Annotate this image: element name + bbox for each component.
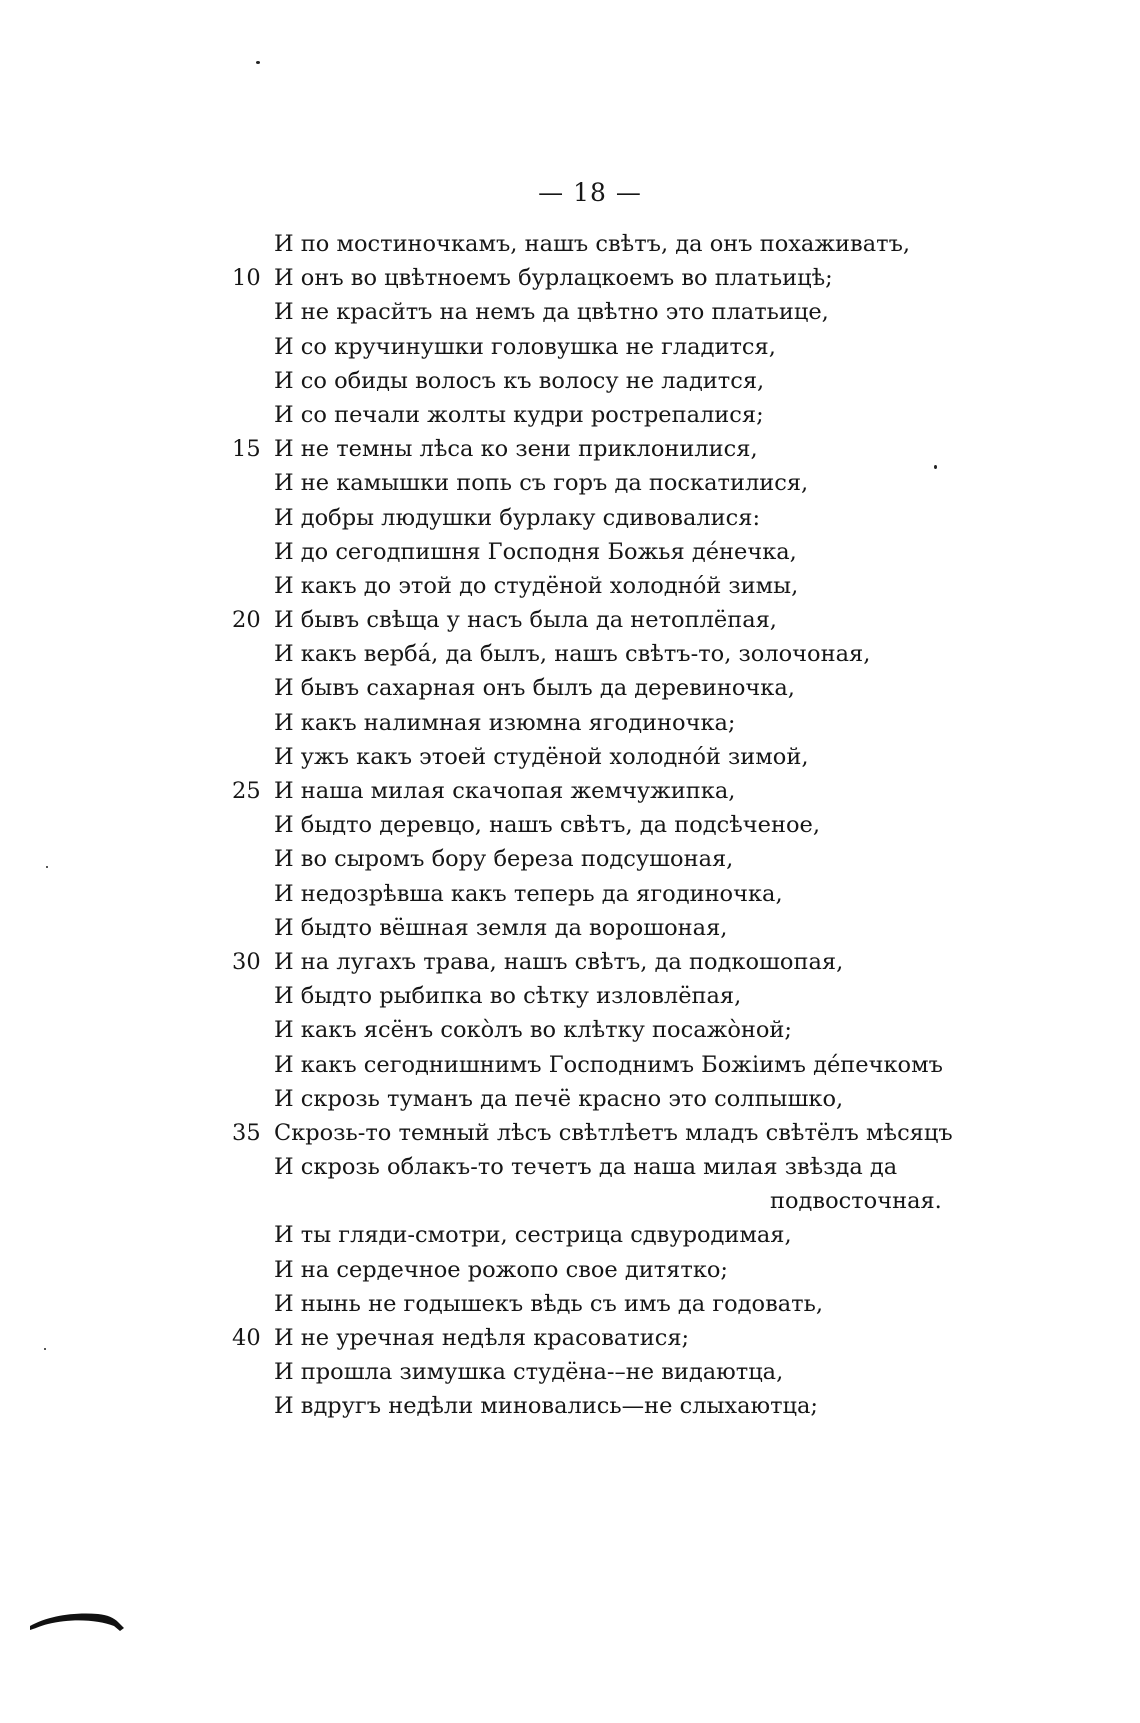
line-number: 25 [232, 778, 261, 804]
poem-line [0, 501, 1140, 535]
page-number: — 18 — [538, 178, 642, 207]
ink-smudge-mark [28, 1598, 138, 1638]
line-number: 40 [232, 1325, 261, 1351]
line-text: И на лугахъ трава, нашъ свѣтъ, да подкошопая, [274, 948, 844, 975]
line-text: И добры людушки бурлаку сдивовалися: [274, 504, 761, 531]
poem-line [0, 330, 1140, 364]
poem-line [0, 911, 1140, 945]
poem-line [0, 877, 1140, 911]
line-text: И ты гляди-смотри, сестрица сдвуродимая, [274, 1222, 792, 1249]
poem-line [0, 979, 1140, 1013]
line-text: И не уречная недѣля красоватися; [274, 1325, 690, 1351]
line-text: И недозрѣвша какъ теперь да ягодиночка, [274, 880, 783, 907]
poem-line [0, 261, 1140, 295]
line-text: Скрозь-то темный лѣсъ свѣтлѣетъ младъ свѣтёлъ мѣсяцъ [274, 1119, 953, 1146]
line-text: И на сердечное рожопо свое дитятко; [274, 1256, 729, 1283]
poem-line [0, 637, 1140, 671]
scan-speck-top [256, 61, 260, 64]
poem-line [0, 706, 1140, 740]
line-text: И бывъ сахарная онъ былъ да деревиночка, [274, 675, 795, 702]
poem-line [0, 808, 1140, 842]
line-text: И по мостиночкамъ, нашъ свѣтъ, да онъ похаживатъ, [274, 231, 911, 257]
line-text: И до сегодпишня Господня Божья де́нечка, [274, 538, 797, 565]
line-number: 10 [232, 265, 261, 292]
poem-line [0, 1082, 1140, 1116]
line-text: подвосточная. [770, 1188, 942, 1215]
poem-text-block [0, 227, 1140, 1424]
line-text: И со печали жолты кудри рострепалися; [274, 401, 764, 428]
poem-line [0, 1184, 1140, 1218]
line-text: И какъ до этой до студёной холоднóй зимы, [274, 572, 799, 599]
scan-speck-left-1 [46, 866, 48, 868]
poem-line [0, 740, 1140, 774]
line-number: 15 [232, 436, 261, 463]
line-text: И быдто деревцо, нашъ свѣтъ, да подсѣченое, [274, 812, 820, 839]
line-text: И какъ налимная изюмна ягодиночка; [274, 709, 736, 736]
line-text: И не темны лѣса ко зени приклонилися, [274, 436, 758, 463]
poem-line [0, 569, 1140, 603]
line-text: И вдругъ недѣли миновались—не слыхаютца; [274, 1393, 818, 1420]
poem-line [0, 364, 1140, 398]
poem-line [0, 1218, 1140, 1252]
poem-line [0, 1150, 1140, 1184]
poem-line [0, 774, 1140, 808]
line-text: И какъ верба́, да былъ, нашъ свѣтъ-то, золочоная, [274, 641, 871, 668]
line-text: И какъ ясёнъ соко̀лъ во клѣтку посажо̀ной; [274, 1017, 792, 1044]
poem-line [0, 466, 1140, 500]
scan-speck-left-2 [44, 1348, 46, 1350]
poem-line [0, 1321, 1140, 1355]
line-text: И какъ сегоднишнимъ Господнимъ Божiимъ де́печкомъ [274, 1051, 943, 1078]
line-text: И скрозь туманъ да печё красно это солпышко, [274, 1085, 844, 1112]
poem-line [0, 603, 1140, 637]
poem-line [0, 1253, 1140, 1287]
poem-line [0, 1013, 1140, 1047]
line-text: И со обиды волосъ къ волосу не ладится, [274, 367, 765, 394]
poem-line [0, 295, 1140, 329]
line-text: И прошла зимушка студёна-–не видаютца, [274, 1359, 784, 1386]
poem-line [0, 1287, 1140, 1321]
poem-line [0, 671, 1140, 705]
line-text: И наша милая скачопая жемчужипка, [274, 778, 736, 804]
line-text: И не красйтъ на немъ да цвѣтно это платьице, [274, 299, 829, 326]
line-text: И ужъ какъ этоей студёной холоднóй зимой, [274, 743, 809, 770]
poem-line [0, 432, 1140, 466]
line-number: 35 [232, 1119, 261, 1146]
line-text: И бывъ свѣща у насъ была да нетоплёпая, [274, 607, 777, 634]
poem-line [0, 1116, 1140, 1150]
poem-line [0, 1048, 1140, 1082]
line-number: 20 [232, 607, 261, 634]
poem-line [0, 945, 1140, 979]
poem-line [0, 227, 1140, 261]
poem-line [0, 535, 1140, 569]
poem-line [0, 1355, 1140, 1389]
line-text: И онъ во цвѣтноемъ бурлацкоемъ во платьицѣ; [274, 265, 833, 292]
line-text: И скрозь облакъ-то течетъ да наша милая звѣзда да [274, 1154, 898, 1181]
scan-speck-right [934, 465, 937, 469]
line-number: 30 [232, 948, 261, 975]
line-text: И быдто вёшная земля да ворошоная, [274, 914, 728, 941]
line-text: И со кручинушки головушка не гладится, [274, 333, 776, 360]
poem-line [0, 842, 1140, 876]
line-text: И нынь не годышекъ вѣдь съ имъ да годовать, [274, 1290, 824, 1317]
line-text: И во сыромъ бору береза подсушоная, [274, 846, 734, 873]
poem-line [0, 1389, 1140, 1423]
line-text: И быдто рыбипка во сѣтку изловлёпая, [274, 983, 742, 1010]
poem-line [0, 398, 1140, 432]
line-text: И не камышки попь съ горъ да поскатилися, [274, 470, 809, 497]
